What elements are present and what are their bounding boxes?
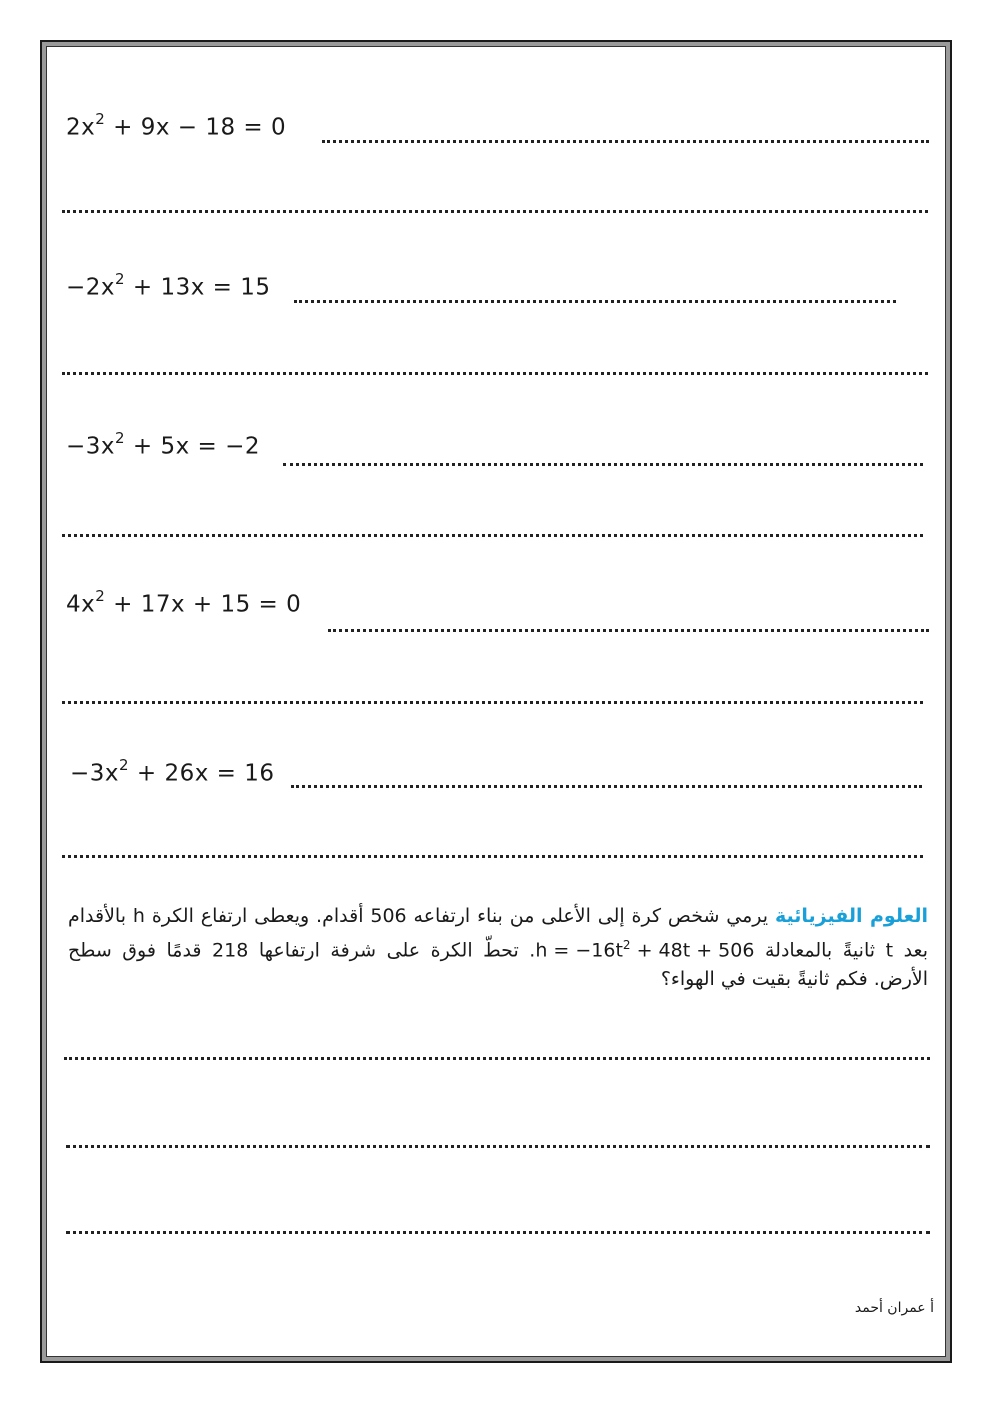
equation-3-base: −3x	[66, 433, 116, 460]
equation-5-exponent: 2	[119, 756, 130, 774]
problem-text-2: . تحطّ الكرة على شرفة ارتفاعها 218 قدمًا فوق سطح الأرض. فكم ثانيةً بقيت في الهواء؟	[68, 939, 928, 991]
answer-line[interactable]	[62, 372, 928, 375]
answer-line[interactable]	[283, 463, 923, 466]
equation-4-exponent: 2	[95, 587, 106, 605]
equation-3-exponent: 2	[115, 429, 126, 447]
equation-1-rest: + 9x − 18 = 0	[105, 114, 287, 141]
author-name: أ عمران أحمد	[854, 1300, 934, 1316]
equation-2-rest: + 13x = 15	[125, 274, 271, 301]
equation-5-base: −3x	[70, 760, 120, 787]
equation-1-base: 2x	[66, 114, 96, 141]
equation-4-base: 4x	[66, 591, 96, 618]
equation-4-rest: + 17x + 15 = 0	[105, 591, 302, 618]
problem-equation-exponent: 2	[622, 938, 631, 952]
equation-3	[66, 431, 260, 460]
answer-line[interactable]	[62, 855, 923, 858]
equation-1-exponent: 2	[95, 110, 106, 128]
equation-2-exponent: 2	[115, 270, 126, 288]
word-problem	[68, 902, 928, 994]
equation-4	[66, 589, 301, 618]
problem-equation	[535, 931, 754, 965]
answer-line[interactable]	[322, 140, 929, 143]
answer-line[interactable]	[62, 534, 923, 537]
problem-equation-rest: + 48t + 506	[630, 939, 755, 962]
equation-3-rest: + 5x = −2	[125, 433, 261, 460]
answer-line[interactable]	[64, 1057, 930, 1060]
problem-text-1: يرمي شخص كرة إلى الأعلى من بناء ارتفاعه 506 أقدام. ويعطى ارتفاع الكرة h بالأقدام بعد t ثانيةً بالمعادلة	[68, 905, 928, 962]
answer-line[interactable]	[62, 701, 923, 704]
answer-line[interactable]	[66, 1231, 930, 1234]
problem-equation-base: h = −16t	[535, 939, 623, 962]
equation-5-rest: + 26x = 16	[129, 760, 275, 787]
equation-5	[70, 758, 275, 787]
answer-line[interactable]	[328, 629, 929, 632]
answer-line[interactable]	[294, 300, 896, 303]
problem-subject: العلوم الفيزيائية	[774, 905, 928, 927]
answer-line[interactable]	[66, 1145, 930, 1148]
equation-2-base: −2x	[66, 274, 116, 301]
answer-line[interactable]	[62, 210, 928, 213]
equation-1	[66, 112, 286, 141]
answer-line[interactable]	[291, 785, 922, 788]
equation-2	[66, 272, 271, 301]
